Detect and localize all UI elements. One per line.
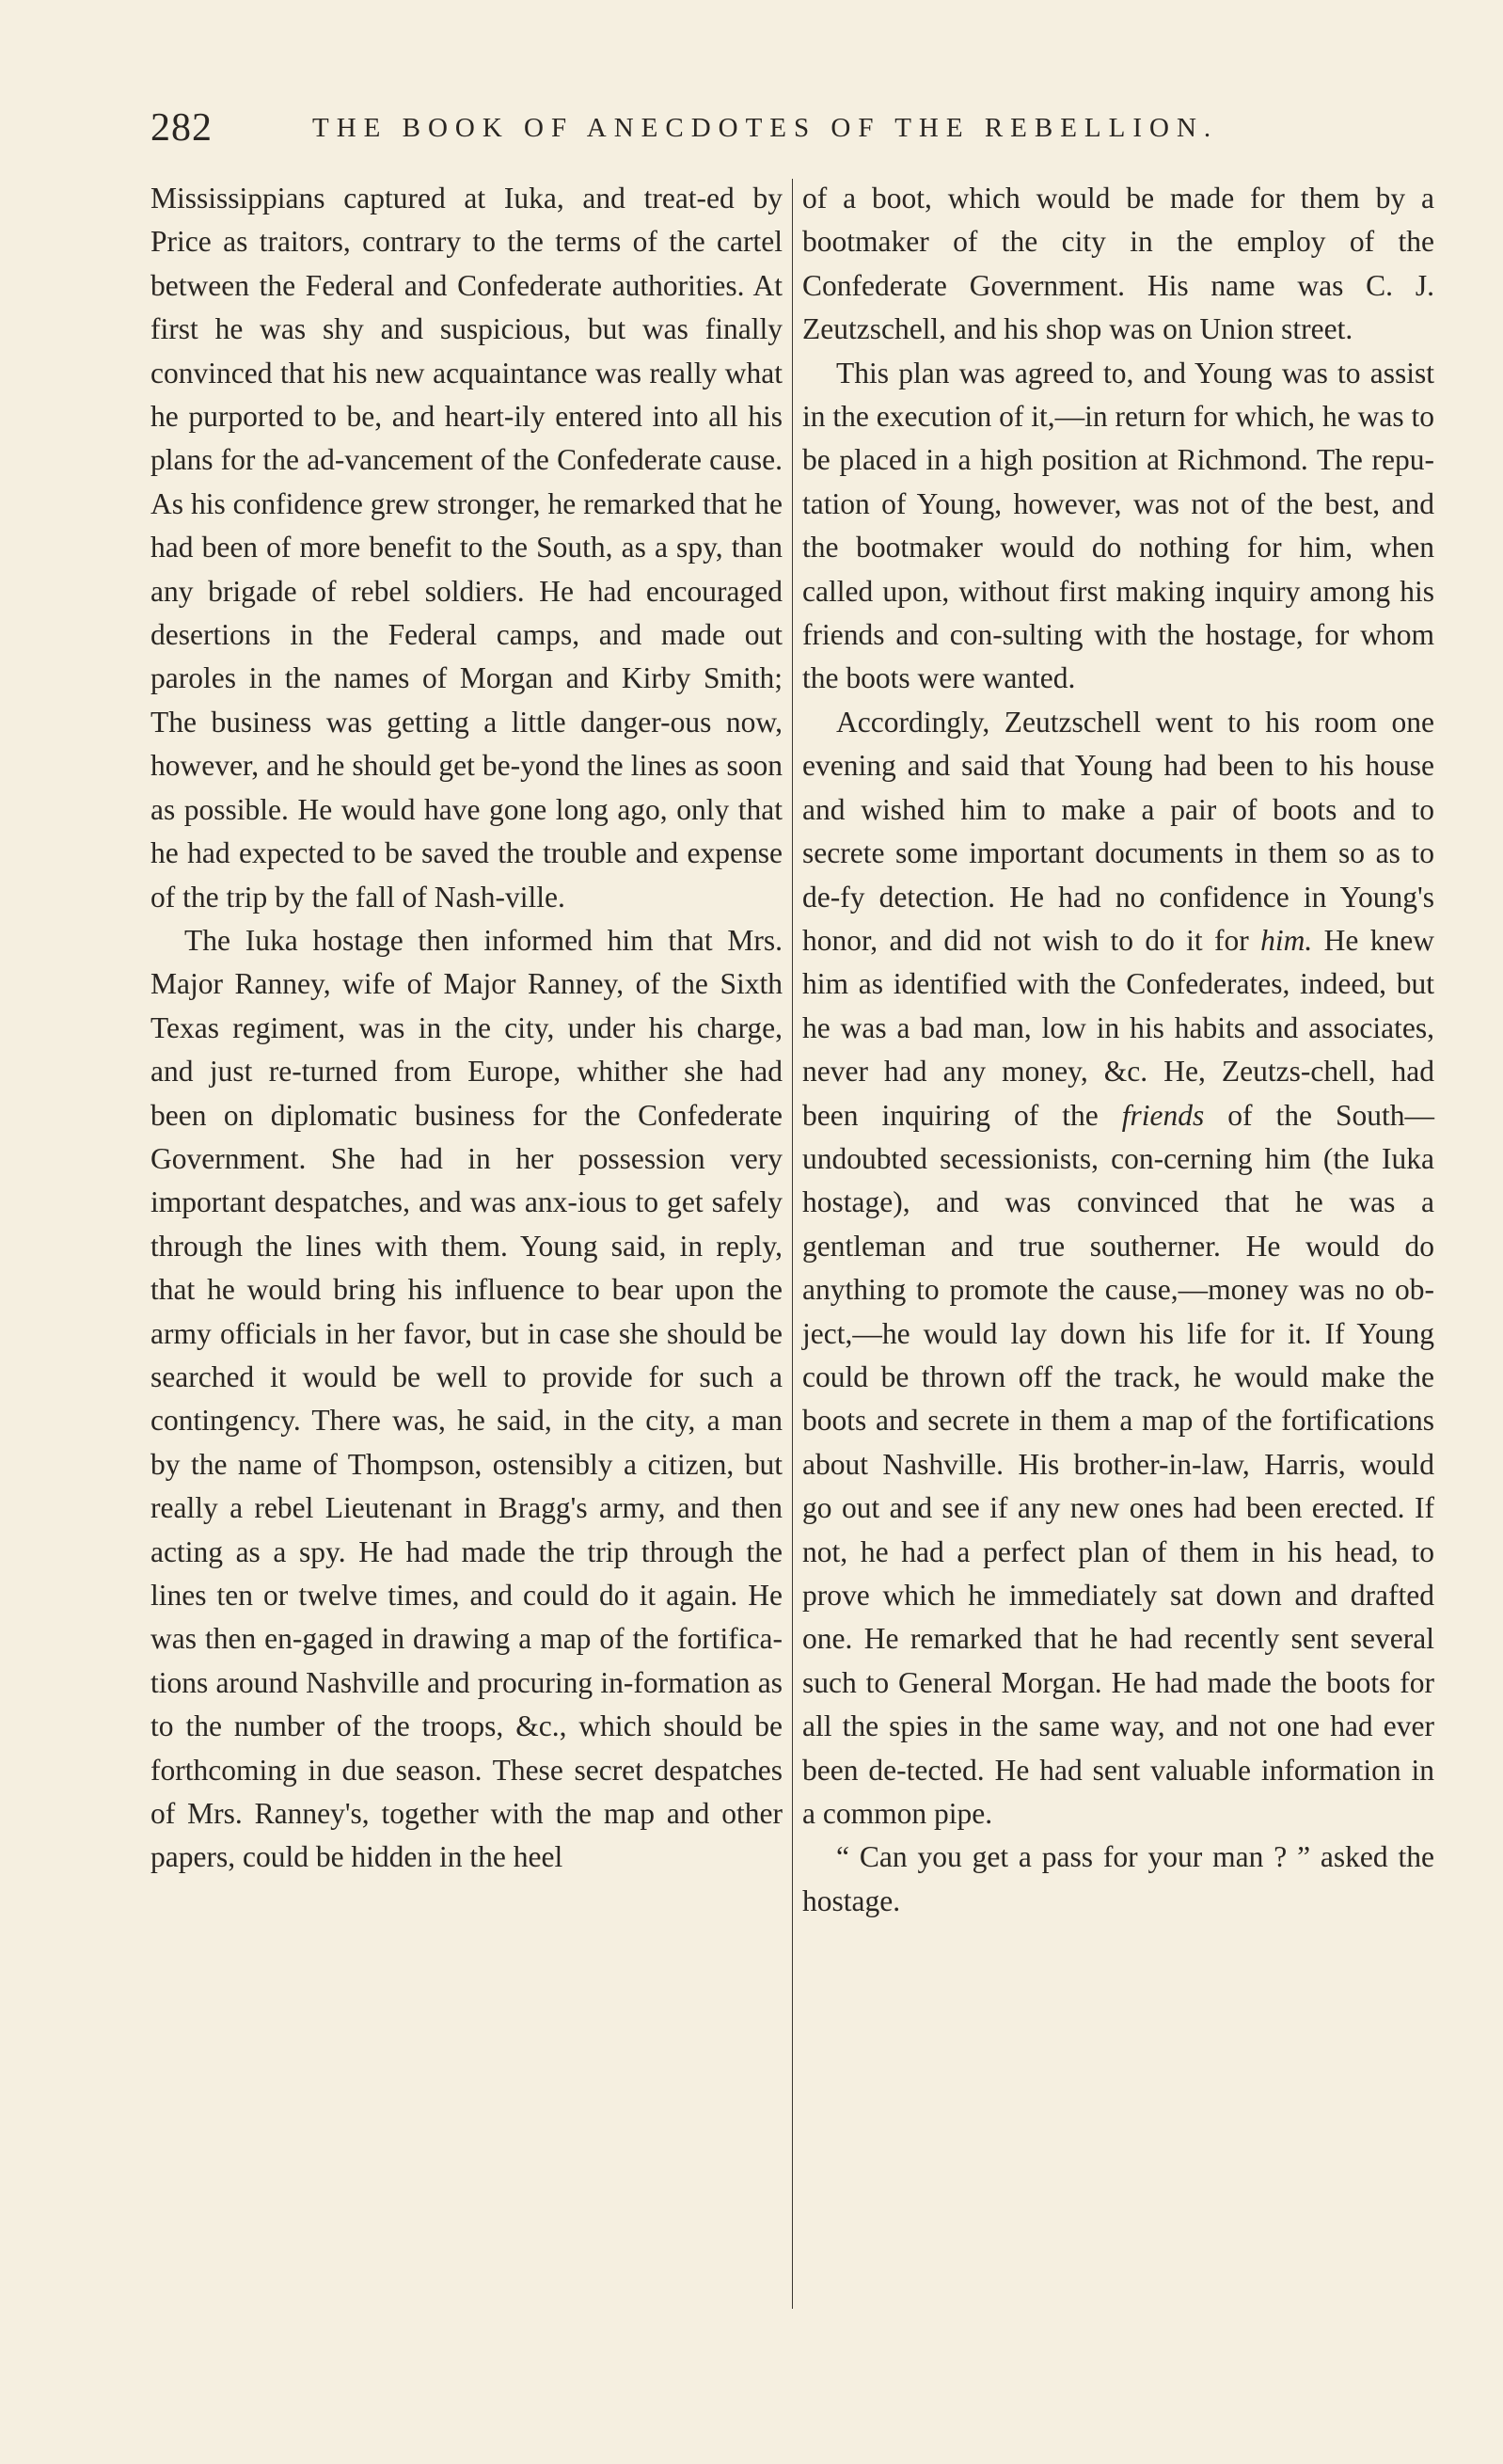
column-divider [792,179,793,2309]
paragraph: “ Can you get a pass for your man ? ” asked the hostage. [802,1840,1434,1917]
text-run: of the South—undoubted secessionists, con-cerning him (the Iuka hostage), and was convinced that he was a gentleman and true southerner. He would do anything to promote the cause,—money was no ob-ject,—he would lay down his life for it. If Young could be thrown off the track, he would make the boots and secrete in them a map of the fortifications about Nashville. His brother-in-law, Harris, would go out and see if any new ones had been erected. If not, he had a perfect plan of them in his head, to prove which he immediately sat down and drafted one. He remarked that he had recently sent several such to General Morgan. He had made the boots for all the spies in the same way, and not one had ever been de-tected. He had sent valuable information in a common pipe. [802,1098,1434,1831]
running-title: THE BOOK OF ANECDOTES OF THE REBELLION. [312,113,1219,143]
text-run: He knew him as identified with the Confederates, indeed, but he was a bad man, low in his habits and associates, never had any money, &c. He, Zeutzs-chell, had been inquiring of the [802,923,1434,1132]
italic-text: him. [1260,923,1313,957]
page-header [150,102,1317,154]
text-run: Accordingly, Zeutzschell went to his room one evening and said that Young had been to his house and wished him to make a pair of boots and to secrete some important documents in them so as to de-fy detection. He had no confidence in Young's honor, and did not wish to do it for [802,705,1434,957]
paragraph: Mississippians captured at Iuka, and treat-ed by Price as traitors, contrary to the terms of the cartel between the Federal and Confederate authorities. At first he was shy and suspicious, but was finally convinced that his new acquaintance was really what he purported to be, and heart-ily entered into all his plans for the ad-vancement of the Confederate cause. As his confidence grew stronger, he remarked that he had been of more benefit to the South, as a spy, than any brigade of rebel soldiers. He had encouraged desertions in the Federal camps, and made out paroles in the names of Morgan and Kirby Smith; The business was getting a little danger-ous now, however, and he should get be-yond the lines as soon as possible. He would have gone long ago, only that he had expected to be saved the trouble and expense of the trip by the fall of Nash-ville. [150,182,783,914]
left-column [150,177,783,1880]
paragraph: The Iuka hostage then informed him that Mrs. Major Ranney, wife of Major Ranney, of the Sixth Texas regiment, was in the city, under his charge, and just re-turned from Europe, whither she had been on diplomatic business for the Confederate Government. She had in her possession very important despatches, and was anx-ious to get safely through the lines with them. Young said, in reply, that he would bring his influence to bear upon the army officials in her favor, but in case she should be searched it would be well to provide for such a contingency. There was, he said, in the city, a man by the name of Thompson, ostensibly a citizen, but really a rebel Lieutenant in Bragg's army, and then acting as a spy. He had made the trip through the lines ten or twelve times, and could do it again. He was then en-gaged in drawing a map of the fortifica-tions around Nashville and procuring in-formation as to the number of the troops, &c., which should be forthcoming in due season. These secret despatches of Mrs. Ranney's, together with the map and other papers, could be hidden in the heel [150,923,783,1874]
right-column [802,177,1434,1923]
paragraph [802,701,1434,1836]
paragraph: of a boot, which would be made for them by a bootmaker of the city in the employ of the Confederate Government. His name was C. J. Zeutzschell, and his shop was on Union street. [802,182,1434,346]
paragraph: This plan was agreed to, and Young was to assist in the execution of it,—in return for which, he was to be placed in a high position at Richmond. The repu-tation of Young, however, was not of the best, and the bootmaker would do nothing for him, when called upon, without first making inquiry among his friends and con-sulting with the hostage, for whom the boots were wanted. [802,356,1434,695]
page-number: 282 [150,106,213,150]
italic-text: friends [1121,1098,1205,1132]
